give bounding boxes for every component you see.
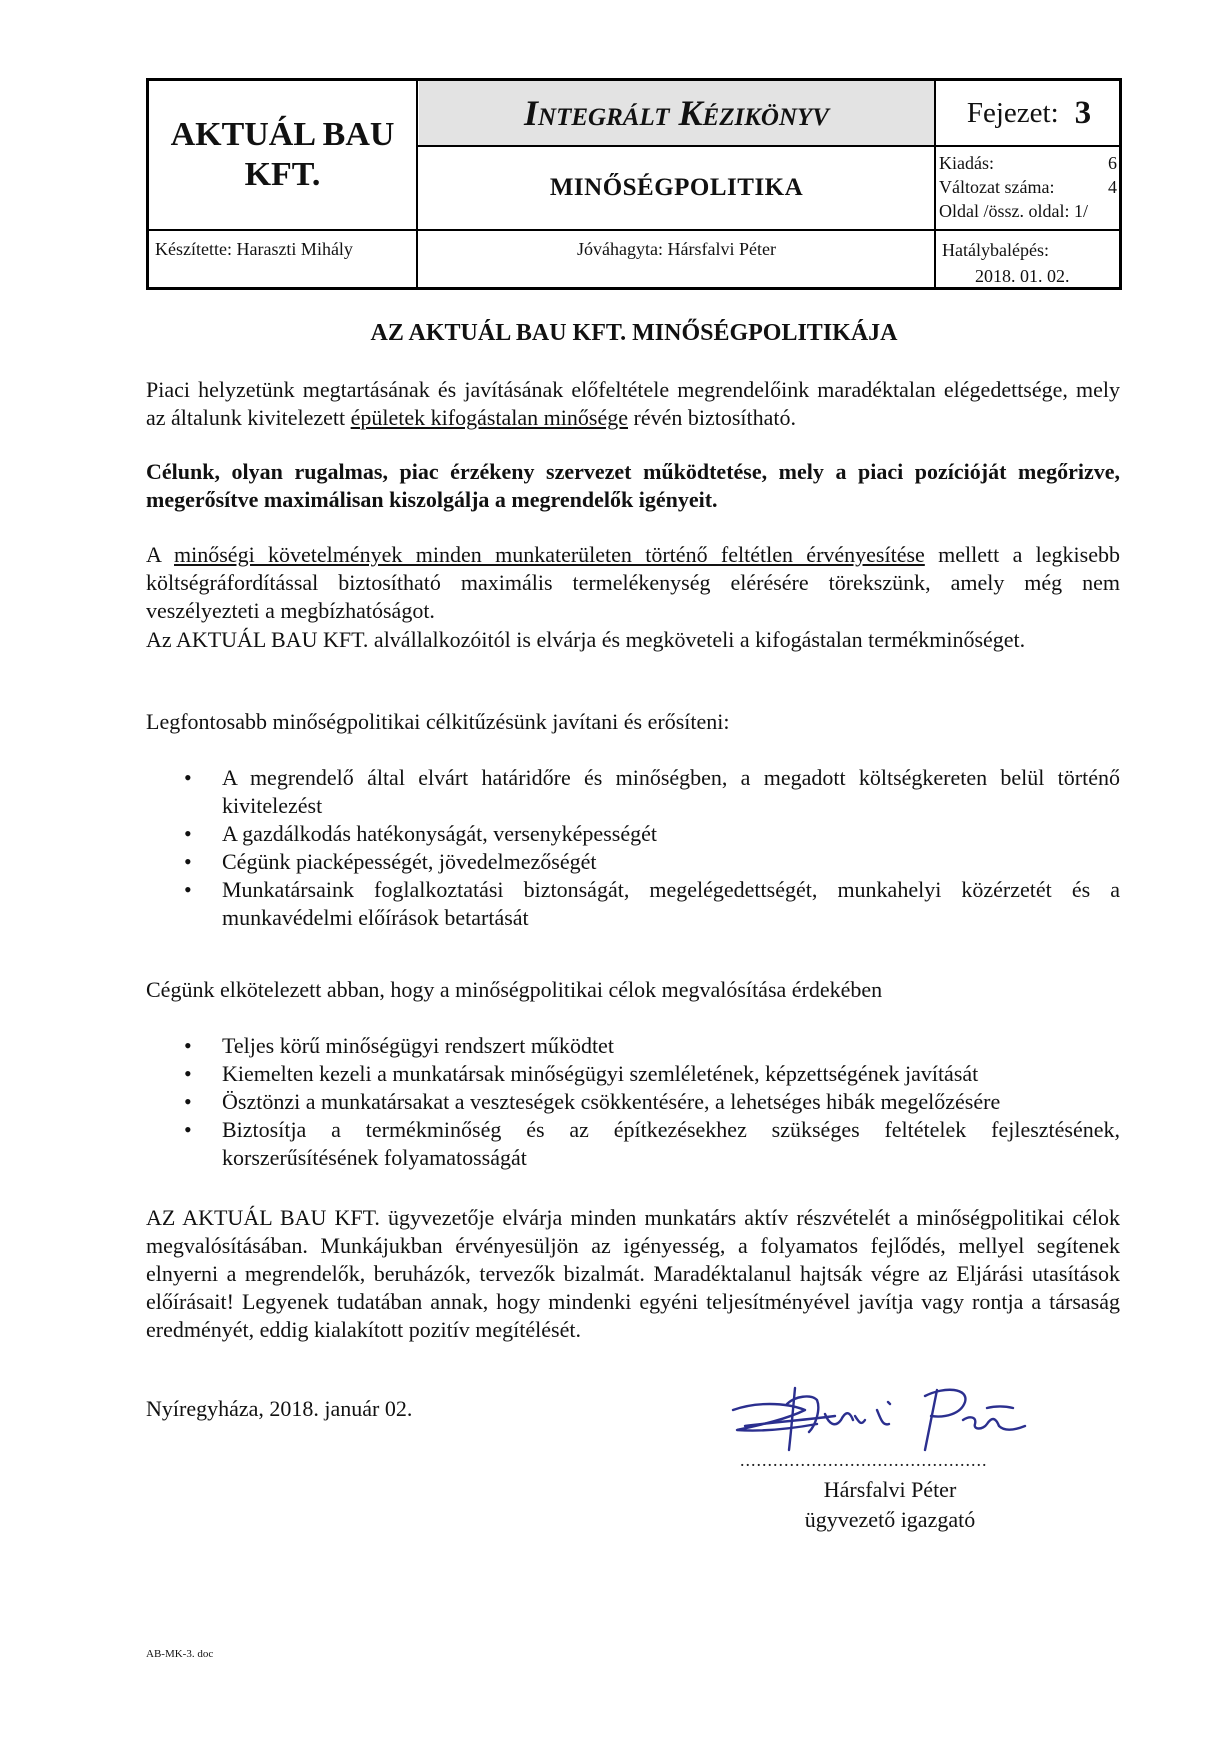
effective-date: 2018. 01. 02. bbox=[975, 266, 1070, 286]
version-value: 4 bbox=[1108, 177, 1117, 197]
signature bbox=[725, 1380, 1045, 1454]
list-item: • Cégünk piacképességét, jövedelmezőségét bbox=[146, 848, 1120, 876]
paragraph-6: Cégünk elkötelezett abban, hogy a minőségpolitikai célok megvalósítása érdekében bbox=[146, 977, 883, 1002]
doc-type-title bbox=[419, 81, 934, 145]
paragraph-3: A minőségi követelmények minden munkaterületen történő feltétlen érvényesítése mellett a legkisebb költségráfordítással biztosítható maximális termelékenység elérésére törekszünk, amely még nem veszélyezteti a megbízhatóságot. bbox=[146, 542, 1120, 623]
edition-value: 6 bbox=[1108, 153, 1117, 173]
list-item: • Biztosítja a termékminőség és az építkezésekhez szükséges feltételek fejlesztésének, korszerűsítésének folyamatosságát bbox=[146, 1116, 1120, 1172]
paragraph-1: Piaci helyzetünk megtartásának és javításának előfeltétele megrendelőink maradéktalan elégedettsége, mely az általunk kivitelezett épületek kifogástalan minősége révén biztosítható. bbox=[146, 377, 1120, 430]
doc-type-word-1: Integrált bbox=[524, 93, 670, 133]
company-name: AKTUÁL BAU KFT. bbox=[170, 116, 395, 193]
paragraph-5: Legfontosabb minőségpolitikai célkitűzésünk javítani és erősíteni: bbox=[146, 709, 730, 734]
signer-block bbox=[780, 1475, 1000, 1535]
list-item: • A megrendelő által elvárt határidőre és minőségben, a megadott költségkereten belül történő kivitelezést bbox=[146, 764, 1120, 820]
effective-label: Hatálybalépés: bbox=[942, 240, 1049, 260]
signer-name: Hársfalvi Péter bbox=[823, 1477, 957, 1502]
version-label: Változat száma: bbox=[939, 177, 1055, 197]
doc-type-word-2: Kézikönyv bbox=[678, 93, 829, 133]
list-item: • Ösztönzi a munkatársakat a veszteségek csökkentésére, a lehetséges hibák megelőzésére bbox=[146, 1088, 1120, 1116]
chapter-field bbox=[936, 81, 1122, 145]
paragraph-2: Célunk, olyan rugalmas, piac érzékeny szervezet működtetése, mely a piaci pozícióját megőrizve, megerősítve maximálisan kiszolgálja a megrendelők igényeit. bbox=[146, 459, 1120, 512]
page-label: Oldal /össz. oldal: 1/ bbox=[939, 201, 1088, 221]
paragraph-7: AZ AKTUÁL BAU KFT. ügyvezetője elvárja minden munkatárs aktív részvételét a minőségpolitikai célok megvalósításában. Munkájukban érvényesüljön az igényesség, a folyamatos fejlődés, mellyel segítenek elnyerni a megrendelők, beruházók, tervezők bizalmát. Maradéktalanul hajtsák végre az Eljárási utasítások előírásait! Legyenek tudatában annak, hogy mindenki egyéni teljesítményével javítja vagy rontja a társaság eredményét, eddig kialakított pozitív megítélését. bbox=[146, 1205, 1120, 1342]
signer-title: ügyvezető igazgató bbox=[804, 1507, 976, 1532]
revision-info bbox=[939, 151, 1117, 229]
prepared-by: Készítette: Haraszti Mihály bbox=[155, 239, 353, 259]
list-item: • A gazdálkodás hatékonyságát, versenyképességét bbox=[146, 820, 1120, 848]
underlined-phrase: minőségi követelmények minden munkaterületen történő feltétlen érvényesítése bbox=[174, 542, 925, 567]
list-item: • Munkatársaink foglalkoztatási biztonságát, megelégedettségét, munkahelyi közérzetét és a munkavédelmi előírások betartását bbox=[146, 876, 1120, 932]
list-item: • Kiemelten kezeli a munkatársak minőségügyi szemléletének, képzettségének javítását bbox=[146, 1060, 1120, 1088]
chapter-label: Fejezet: bbox=[966, 96, 1059, 129]
doc-subject: MINŐSÉGPOLITIKA bbox=[549, 174, 804, 201]
signature-line: ............................................. bbox=[740, 1450, 988, 1470]
footer-file-code: AB-MK-3. doc bbox=[146, 1648, 214, 1660]
effective-date-field bbox=[942, 237, 1120, 289]
goals-list bbox=[146, 764, 1120, 932]
approved-by: Jóváhagyta: Hársfalvi Péter bbox=[577, 239, 776, 259]
document-header bbox=[146, 78, 1122, 290]
chapter-number: 3 bbox=[1074, 94, 1092, 131]
commitments-list bbox=[146, 1032, 1120, 1172]
paragraph-4: Az AKTUÁL BAU KFT. alvállalkozóitól is elvárja és megköveteli a kifogástalan termékminőséget. bbox=[146, 627, 1026, 652]
document-title: AZ AKTUÁL BAU KFT. MINŐSÉGPOLITIKÁJA bbox=[370, 320, 898, 346]
header-divider bbox=[149, 229, 1122, 231]
list-item: • Teljes körű minőségügyi rendszert működtet bbox=[146, 1032, 1120, 1060]
underlined-phrase: épületek kifogástalan minősége bbox=[350, 405, 628, 430]
edition-label: Kiadás: bbox=[939, 153, 994, 173]
place-and-date: Nyíregyháza, 2018. január 02. bbox=[146, 1396, 413, 1421]
header-divider bbox=[416, 81, 418, 287]
